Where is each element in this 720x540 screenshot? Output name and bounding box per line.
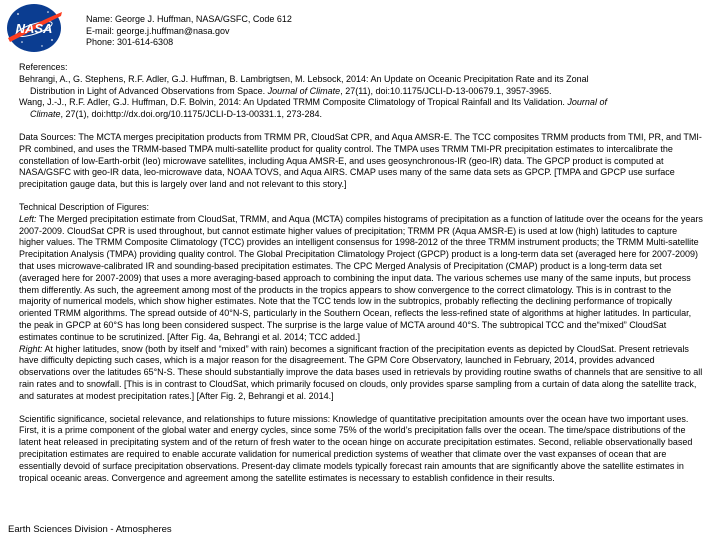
technical-right — [19, 344, 704, 403]
footer-division: Earth Sciences Division - Atmospheres — [8, 524, 172, 535]
reference-2-journal-2: Climate — [30, 109, 61, 120]
references-heading: References: — [19, 62, 68, 72]
reference-2-tail: , 27(1), doi:http://dx.doi.org/10.1175/JCLI-D-13-00331.1, 273-284. — [60, 109, 323, 120]
reference-1 — [19, 74, 704, 98]
significance-paragraph: Scientific significance, societal relevance, and relationships to future missions: Knowledge of quantitative precipitation amounts over the ocean have two important uses. First, it is a prime component of the global water and energy cycles, since some 75% of the world’s precipitation falls over the ocean. The time/space distributions of the latent heat released in precipitating system and of the return of fresh water to the ocean hinge on accurate precipitation estimates. Second, reliable observationally based precipitation estimates are required to enable accurate validation for numerical prediction systems of weather that climate over the vast expanses of ocean that are essentially devoid of surface precipitation observations. Present-day climate models typically forecast rain amounts that are significantly above the satellite estimates in tropical oceanic areas. Convergence and agreement among the satellite estimates is necessary to establish confidence in their results. — [19, 413, 693, 483]
reference-2 — [19, 97, 704, 121]
reference-1-line2: Distribution in Light of Advanced Observations from Space. — [30, 85, 266, 96]
technical-left-label: Left: — [19, 213, 37, 224]
reference-1-tail: , 27(11), doi:10.1175/JCLI-D-13-00679.1, 3957-3965. — [340, 85, 552, 96]
nasa-meatball-icon — [4, 2, 64, 54]
technical-left — [19, 214, 704, 344]
contact-phone: Phone: 301-614-6308 — [86, 37, 174, 47]
contact-name: Name: George J. Huffman, NASA/GSFC, Code 612 — [86, 14, 292, 24]
nasa-logo — [4, 2, 64, 54]
data-sources-paragraph: Data Sources: The MCTA merges precipitation products from TRMM PR, CloudSat CPR, and Aqua AMSR-E. The TCC composites TRMM products from TMI, PR, and TMI-PR combined, and uses the TRMM-based TMPA multi-satellite product for quality control. The TMPA uses TRMM TMI-PR precipitation estimates to intercalibrate the constellation of low-Earth-orbit (leo) microwave satellites, including Aqua AMSR-E, and uses geosynchronous-IR (geo-IR) data. The GPCP product is computed at NASA/GSFC with geo-IR data, leo-microwave data, NOAA TOVS, and Aqua AIRS. CMAP uses many of the same data sets as GPCP. [TMPA and GPCP use surface precipitation gauge data, but this is largely over land and not relevant to this story.] — [19, 131, 702, 190]
reference-2-journal-1: Journal of — [567, 97, 607, 108]
logo-wordmark: NASA — [15, 21, 53, 36]
contact-email: E-mail: george.j.huffman@nasa.gov — [86, 25, 230, 36]
technical-right-label: Right: — [19, 343, 43, 354]
technical-heading: Technical Description of Figures: — [19, 201, 150, 212]
main-content — [19, 62, 704, 484]
reference-1-lead: Behrangi, A., G. Stephens, R.F. Adler, G.J. Huffman, B. Lambrigtsen, M. Lebsock, 2014: An Update on Oceanic Precipitation Rate and its Zonal — [19, 73, 589, 84]
reference-2-lead: Wang, J.-J., R.F. Adler, G.J. Huffman, D.F. Bolvin, 2014: An Updated TRMM Composite Climatology of Tropical Rainfall and Its Validation. — [19, 97, 565, 108]
contact-block — [86, 14, 292, 49]
technical-left-text: The Merged precipitation estimate from CloudSat, TRMM, and Aqua (MCTA) compiles histograms of precipitation as a function of latitude over the oceans for the years 2007-2009. CloudSat CPR is used throughout, but cannot estimate higher values of precipitation; TRMM PR (Aqua AMSR-E) is used at low (high) latitudes to capture higher values. The TRMM Composite Climatology (TCC) provides an intelligent consensus for 1998-2012 of the three TRMM instrument products; the TRMM Multi-satellite Precipitation Analysis (TMPA) providing quality control. The Global Precipitation Climatology Project (GPCP) product is a long-term data set (averaged here for 2007-2009) that uses microwave-calibrated IR and sounding-based precipitation estimates. The CPC Merged Analysis of Precipitation (CMAP) product is a long-term data set (averaged here for 2007-2009) that uses a more averaging-based approach to combining the input data. The various schemes use many of the same inputs, but process them differently. As such, the agreement among most of the products in the tropics appears to show convergence to the correct climatology. This is in contrast to the majority of numerical models, which show higher estimates. Note that the TCC tends low in the subtropics, probably reflecting the declining performance of tropically oriented TRMM algorithms. The spread outside of 40°N-S, particularly in the Southern Ocean, reflects the less-refined state of algorithms at higher latitudes. In particular, the peak in GPCP at 60°S has long been considered suspect. The surprise is the large value of MCTA around 40°S. The subtropical TCC and the“mixed” CloudSat estimates continue to be scrutinized. [After Fig. 4a, Behrangi et al. 2014; TCC added.] — [19, 213, 703, 342]
technical-right-text: At higher latitudes, snow (both by itself and “mixed” with rain) becomes a significant fraction of the precipitation events as depicted by CloudSat. Present retrievals have difficulty depicting such cases, which is a major reason for the disagreement. The GPM Core Observatory, launched in February, 2014, provides advanced observations over the latitudes 65°N-S. These should substantially improve the data bases used in retrievals by providing routine swaths of channels that are sensitive to all rain rates and to snowfall. [This is in contrast to CloudSat, which primarily focused on clouds, only provides sparse sampling from a curtain of data along the satellite track, and saturates at modest precipitation rates.] [After Fig. 2, Behrangi et al. 2014.] — [19, 343, 703, 401]
reference-1-journal: Journal of Climate — [267, 85, 341, 96]
